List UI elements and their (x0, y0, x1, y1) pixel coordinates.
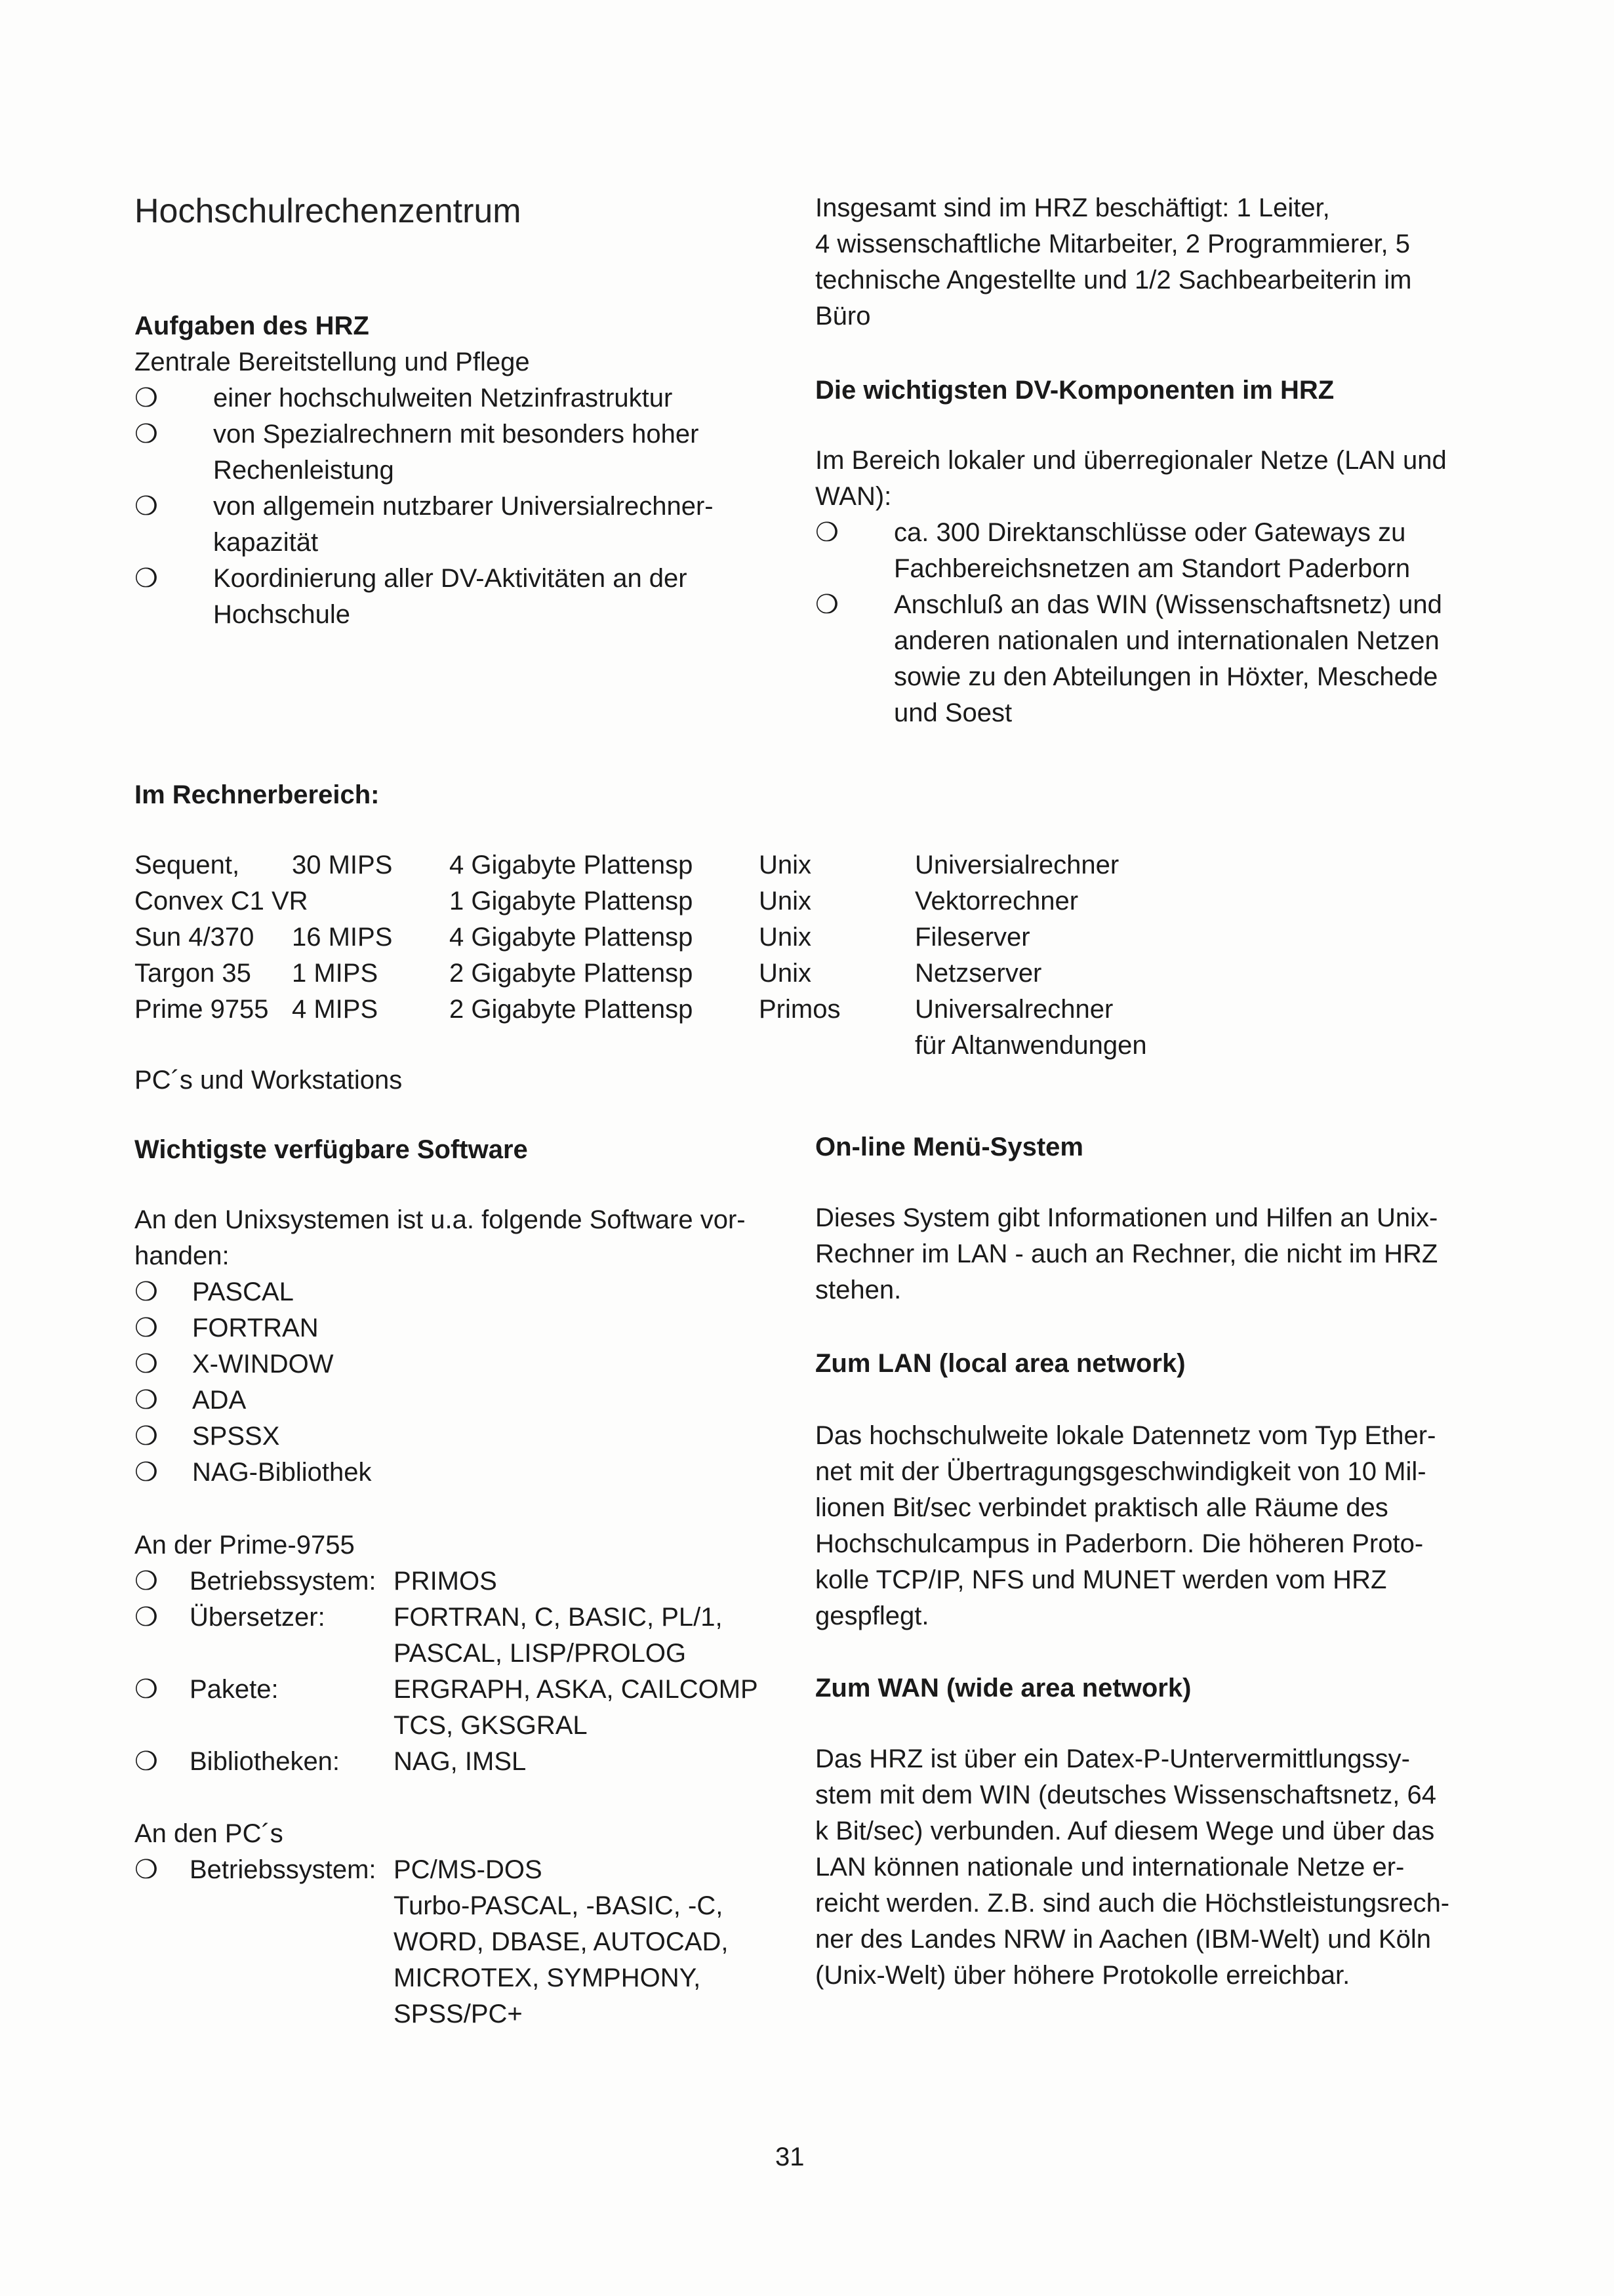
list-item-continuation: PASCAL, LISP/PROLOG (393, 1639, 687, 1668)
bullet-circle-icon: ❍ (815, 518, 839, 547)
pcs-workstations: PC´s und Workstations (134, 1066, 403, 1095)
dv-heading: Die wichtigsten DV-Komponenten im HRZ (815, 376, 1335, 405)
page-number: 31 (775, 2143, 805, 2171)
bullet-circle-icon: ❍ (134, 1675, 158, 1704)
list-item: ❍ SPSSX (134, 1419, 371, 1455)
list-item: ❍ PASCAL (134, 1274, 371, 1310)
bullet-circle-icon: ❍ (134, 1278, 158, 1306)
bullet-circle-icon: ❍ (134, 1350, 158, 1379)
bullet-circle-icon: ❍ (134, 420, 158, 449)
list-item: ❍ Übersetzer: FORTRAN, C, BASIC, PL/1, (134, 1600, 790, 1636)
bullet-circle-icon: ❍ (134, 1567, 158, 1596)
lan-paragraph: Das hochschulweite lokale Datennetz vom Typ Ether- net mit der Übertragungsgeschwindigkeit von 10 Mil- lionen Bit/sec verbindet praktisch alle Räume des Hochschulcampus in Paderborn. Die höheren Proto- kolle TCP/IP, NFS und MUNET werden vom HRZ gespflegt. (815, 1421, 1436, 1630)
aufgaben-heading: Aufgaben des HRZ (134, 312, 369, 340)
unix-intro: An den Unixsystemen ist u.a. folgende Software vor- handen: (134, 1205, 746, 1270)
bullet-circle-icon: ❍ (134, 1603, 158, 1632)
rechner-table: Sequent, 30 MIPS 4 Gigabyte Plattensp Unix Universialrechner Convex C1 VR 1 Gigabyte Plattensp Unix Vektorrechner Sun 4/370 16 MIPS 4 Gigabyte Plattensp Unix Fileserver Targon 35 1 MIPS 2 Gigabyte Plattensp Unix Netzserver Prime 9755 4 MIPS 2 Gigabyte Plattensp Primos Universalrechner für Altanwendungen (134, 851, 1147, 1060)
bullet-circle-icon: ❍ (134, 1386, 158, 1415)
bullet-circle-icon: ❍ (134, 564, 158, 593)
bullet-circle-icon: ❍ (134, 1314, 158, 1342)
list-item-continuation: Turbo-PASCAL, -BASIC, -C, (393, 1891, 723, 1920)
list-item: ❍ Pakete: ERGRAPH, ASKA, CAILCOMP (134, 1672, 790, 1708)
list-item-continuation: WORD, DBASE, AUTOCAD, (393, 1927, 729, 1956)
dv-intro: Im Bereich lokaler und überregionaler Netze (LAN und WAN): (815, 446, 1447, 511)
lan-heading: Zum LAN (local area network) (815, 1349, 1186, 1378)
list-item: ❍ von Spezialrechnern mit besonders hoher Rechenleistung (134, 416, 714, 489)
staff-paragraph: Insgesamt sind im HRZ beschäftigt: 1 Leiter, 4 wissenschaftliche Mitarbeiter, 2 Programmierer, 5 technische Angestellte und 1/2 Sachbearbeiterin im Büro (815, 193, 1412, 331)
list-item: ❍ Anschluß an das WIN (Wissenschaftsnetz) und anderen nationalen und internationalen Netzen sowie zu den Abteilungen in Höxter, Meschede und Soest (815, 587, 1442, 731)
pc-software-list (134, 1852, 790, 2032)
list-item-continuation: TCS, GKSGRAL (393, 1711, 588, 1740)
list-item: ❍ Betriebssystem: PC/MS-DOS (134, 1852, 790, 1888)
list-item: ❍ X-WINDOW (134, 1346, 371, 1382)
list-item-continuation: SPSS/PC+ (393, 2000, 523, 2028)
page-title: Hochschulrechenzentrum (134, 192, 521, 230)
bullet-circle-icon: ❍ (134, 1458, 158, 1487)
prime-intro: An der Prime-9755 (134, 1531, 355, 1560)
aufgaben-intro: Zentrale Bereitstellung und Pflege (134, 348, 530, 376)
list-item: ❍ FORTRAN (134, 1310, 371, 1346)
list-item: ❍ ADA (134, 1382, 371, 1419)
pc-intro: An den PC´s (134, 1819, 283, 1848)
list-item: ❍ einer hochschulweiten Netzinfrastruktur (134, 380, 714, 416)
bullet-circle-icon: ❍ (134, 492, 158, 521)
unix-software-list (134, 1274, 371, 1491)
bullet-circle-icon: ❍ (134, 384, 158, 413)
menu-heading: On-line Menü-System (815, 1133, 1083, 1161)
list-item: ❍ Koordinierung aller DV-Aktivitäten an der Hochschule (134, 561, 714, 633)
bullet-circle-icon: ❍ (815, 590, 839, 619)
software-heading: Wichtigste verfügbare Software (134, 1135, 528, 1164)
rechner-heading: Im Rechnerbereich: (134, 780, 380, 809)
list-item: ❍ NAG-Bibliothek (134, 1455, 371, 1491)
list-item: ❍ Betriebssystem: PRIMOS (134, 1563, 790, 1600)
prime-software-list (134, 1563, 790, 1780)
menu-paragraph: Dieses System gibt Informationen und Hilfen an Unix- Rechner im LAN - auch an Rechner, die nicht im HRZ stehen. (815, 1203, 1438, 1304)
list-item: ❍ ca. 300 Direktanschlüsse oder Gateways zu Fachbereichsnetzen am Standort Paderborn (815, 515, 1442, 587)
wan-heading: Zum WAN (wide area network) (815, 1674, 1192, 1702)
bullet-circle-icon: ❍ (134, 1747, 158, 1776)
aufgaben-list (134, 380, 714, 633)
dv-list (815, 515, 1442, 731)
bullet-circle-icon: ❍ (134, 1422, 158, 1451)
bullet-circle-icon: ❍ (134, 1855, 158, 1884)
list-item: ❍ Bibliotheken: NAG, IMSL (134, 1744, 790, 1780)
list-item: ❍ von allgemein nutzbarer Universialrechner- kapazität (134, 489, 714, 561)
list-item-continuation: MICROTEX, SYMPHONY, (393, 1964, 701, 1992)
wan-paragraph: Das HRZ ist über ein Datex-P-Untervermittlungssy- stem mit dem WIN (deutsches Wissenschaftsnetz, 64 k Bit/sec) verbunden. Auf diesem Wege und über das LAN können nationale und internationale Netze er- reicht werden. Z.B. sind auch die Höchstleistungsrech- ner des Landes NRW in Aachen (IBM-Welt) und Köln (Unix-Welt) über höhere Protokolle erreichbar. (815, 1744, 1450, 1990)
